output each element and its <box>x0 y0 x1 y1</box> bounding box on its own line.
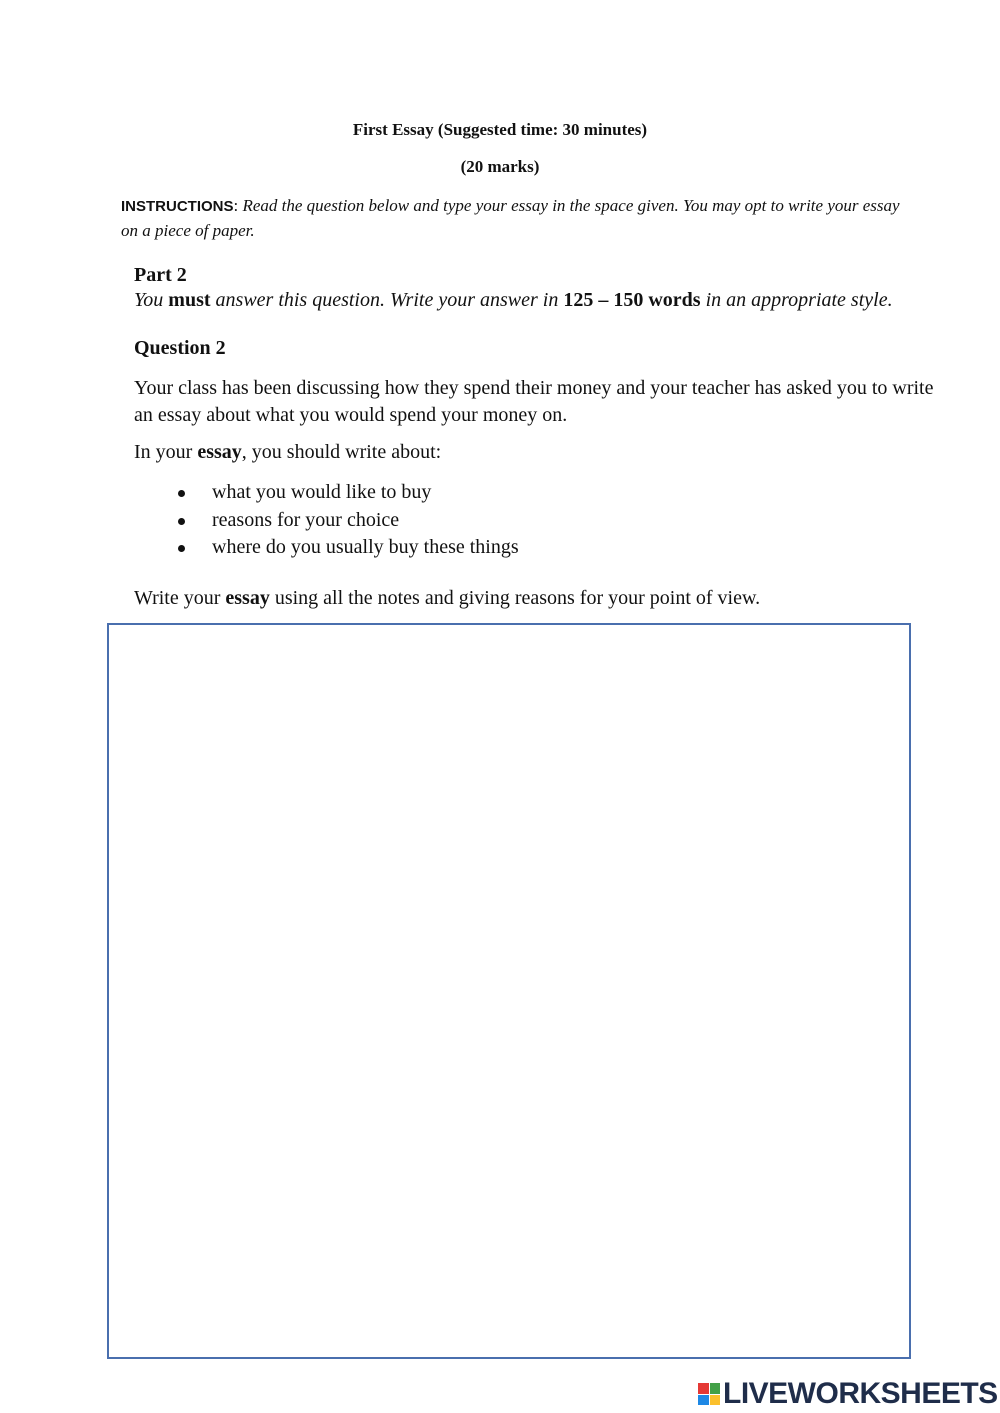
instructions-text: Read the question below and type your essay in the space given. You may opt to write your essay on a piece of paper. <box>121 196 900 240</box>
question-text: Your class has been discussing how they spend their money and your teacher has asked you to write an essay about what you would spend your money on. <box>134 377 934 426</box>
essay-answer-input[interactable] <box>109 625 909 1357</box>
list-item <box>178 481 519 509</box>
question-bullet-list <box>178 481 519 564</box>
part-desc-must: must <box>168 289 211 311</box>
logo-text: LIVEWORKSHEETS <box>723 1377 998 1410</box>
marks-label: (20 marks) <box>460 157 540 176</box>
question-closing <box>134 587 760 610</box>
logo-tile <box>710 1383 721 1394</box>
bullet-icon <box>178 545 185 552</box>
question-close-bold: essay <box>225 587 270 609</box>
part-description <box>134 289 934 312</box>
bullet-text: where do you usually buy these things <box>212 536 519 558</box>
part-desc-1: You <box>134 289 169 311</box>
question-intro-2: , you should write about: <box>241 441 442 463</box>
part-desc-2: answer this question. Write your answer in <box>210 289 564 311</box>
instructions <box>121 194 901 243</box>
logo-tile <box>710 1395 721 1406</box>
question-intro-1: In your <box>134 441 198 463</box>
essay-answer-box[interactable] <box>107 623 911 1359</box>
list-item <box>178 509 519 537</box>
instructions-label: INSTRUCTIONS <box>121 198 234 215</box>
essay-title: First Essay (Suggested time: 30 minutes) <box>352 120 648 139</box>
instructions-separator: : <box>233 196 243 215</box>
logo-tile <box>698 1383 709 1394</box>
logo-icon <box>698 1383 720 1405</box>
question-close-1: Write your <box>134 587 226 609</box>
part-heading: Part 2 <box>134 264 187 286</box>
liveworksheets-logo <box>698 1377 998 1411</box>
question-close-2: using all the notes and giving reasons for your point of view. <box>269 587 761 609</box>
list-item <box>178 536 519 564</box>
bullet-icon <box>178 518 185 525</box>
question-intro <box>134 441 441 464</box>
bullet-text: what you would like to buy <box>212 481 432 503</box>
question-intro-bold: essay <box>197 441 242 463</box>
question-heading: Question 2 <box>134 337 226 359</box>
bullet-icon <box>178 490 185 497</box>
part-desc-3: in an appropriate style. <box>700 289 893 311</box>
logo-tile <box>698 1395 709 1406</box>
bullet-text: reasons for your choice <box>212 508 400 531</box>
part-desc-words: 125 – 150 words <box>563 289 701 311</box>
